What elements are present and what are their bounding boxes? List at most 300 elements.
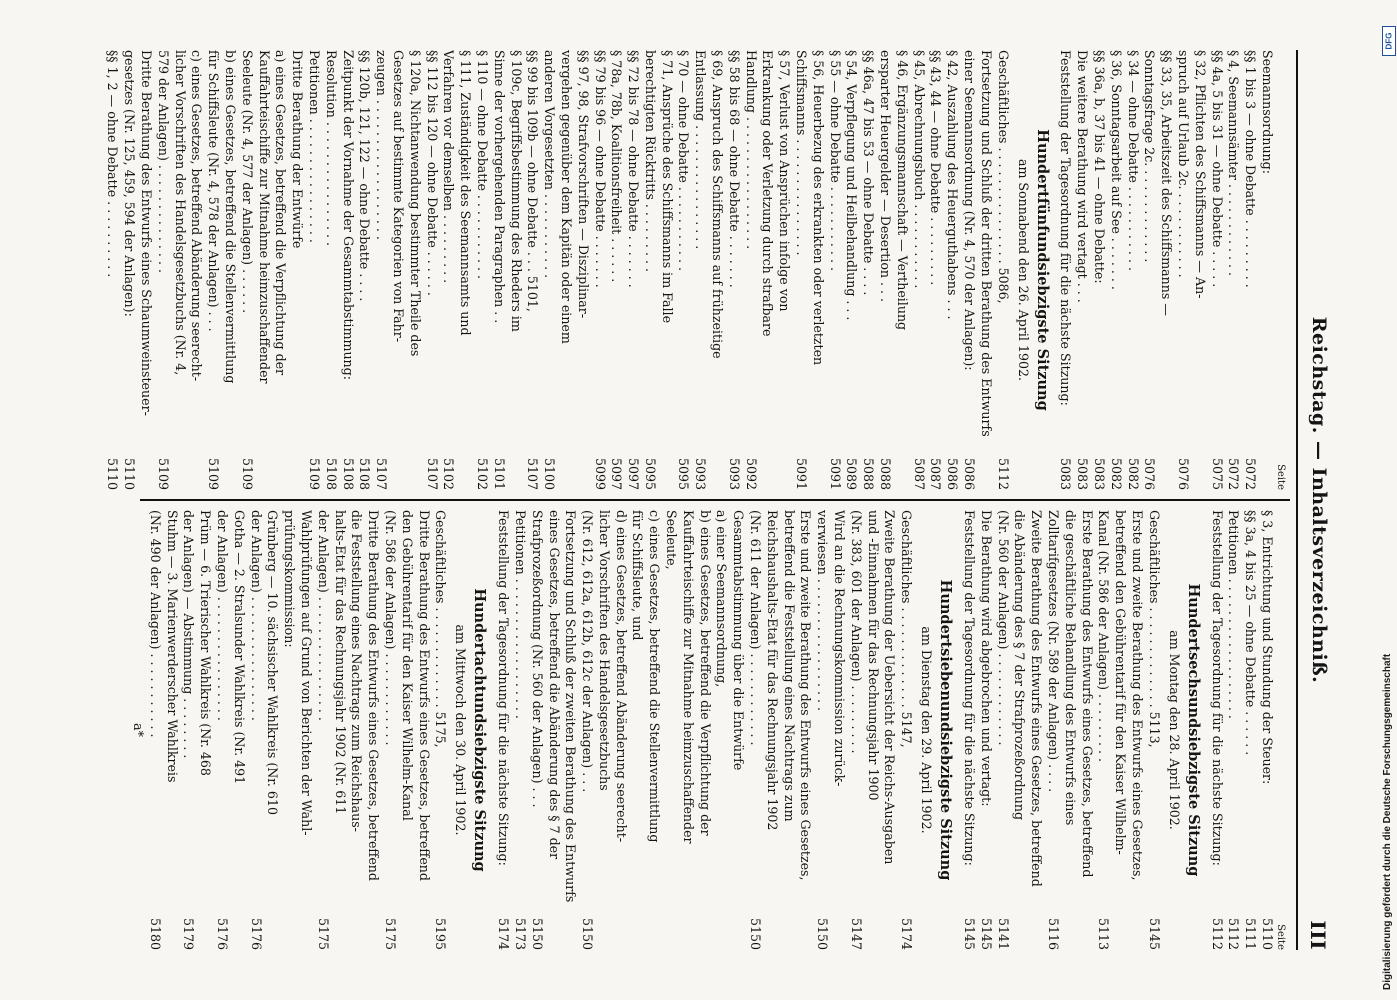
index-entry — [1124, 50, 1141, 490]
entry-text: Dritte Berathung des Entwurfs eines Schaumweinsteuer- — [139, 50, 154, 416]
entry-page-number: 5174 — [897, 915, 914, 950]
index-entry — [759, 50, 776, 490]
index-entry — [137, 50, 154, 490]
entry-text: Kanal (Nr. 586 der Anlagen) . . . . . . . . . — [1096, 510, 1112, 763]
index-entry — [843, 50, 860, 490]
index-entry — [511, 510, 528, 950]
entry-text: § 111, Zuständigkeit des Seemannsamts und — [458, 50, 474, 336]
entry-page-number: 5088 — [876, 455, 893, 490]
entry-text: § 4, Seemannsämter . . . . . . . . . . . . — [1226, 50, 1242, 277]
index-entry — [204, 50, 221, 490]
entry-page-number: 5075 — [1208, 455, 1225, 490]
index-entry — [612, 510, 629, 950]
index-entry — [196, 510, 213, 950]
dfg-logo-text: DFG — [1384, 32, 1394, 50]
entry-text: berechtigten Rücktritts . . . . . . . . . — [642, 50, 658, 272]
index-entry — [415, 510, 432, 950]
entry-text: § 34 — ohne Debatte . . . . . . . . . . . — [1125, 50, 1141, 271]
entry-text: a* — [130, 723, 146, 737]
entry-text: Prüm — 6. Trierischer Wahlkreis (Nr. 468 — [198, 510, 214, 776]
index-entry — [1241, 510, 1258, 950]
entry-text: Seeleute, — [664, 510, 680, 570]
index-entry — [494, 510, 511, 950]
index-entry — [507, 50, 524, 490]
entry-text: § 42, Auszahlung des Heuerguthabens . . . — [945, 50, 961, 320]
entry-text: Handlung . . . . . . . . . . . . . . . . . — [743, 50, 759, 250]
entry-text: § 120a, Nichtanwendung bestimmter Theile des — [407, 50, 423, 357]
entry-page-number: 5109 — [305, 455, 322, 490]
entry-text: für Schiffsleute (Nr. 4, 578 der Anlagen) . . . — [206, 50, 222, 332]
index-entry — [847, 510, 864, 950]
entry-text: Gesetzes auf bestimmte Kategorien von Fahr- — [390, 50, 406, 343]
entry-text: die Abänderung des § 7 der Strafprozeßordnung — [1012, 510, 1028, 821]
index-entry — [708, 50, 725, 490]
index-entry — [238, 50, 255, 490]
index-entry — [230, 510, 247, 950]
index-entry — [1111, 510, 1128, 950]
entry-text: Dritte Berathung des Entwurfs eines Gesetzes, betreffend — [366, 510, 382, 881]
index-entry — [910, 50, 927, 490]
entry-page-number: 5095 — [641, 455, 658, 490]
entry-page-number: 5101 — [490, 455, 507, 490]
entry-text: am Mittwoch den 30. April 1902. — [453, 624, 469, 836]
index-entry — [1011, 50, 1031, 490]
entry-text: Geschäftliches . . . . . . . . . . . . . 5113, — [1146, 510, 1162, 748]
index-entry — [255, 50, 272, 490]
entry-page-number: 5174 — [494, 915, 511, 950]
entry-text: Geschäftliches . . . . . . . . . . . . . 5175, — [433, 510, 449, 748]
entry-text: Erste und zweite Berathung des Entwurfs eines Gesetzes, — [1130, 510, 1146, 881]
entry-text: (Nr. 560 der Anlagen) . . . . . . . . . . . . — [995, 510, 1011, 746]
entry-text: betreffend den Gebührentarif für den Kaiser Wilhelm- — [1113, 510, 1129, 855]
index-entry — [389, 50, 406, 490]
entry-text: Fortsetzung und Schluß der dritten Berathung des Entwurfs — [978, 50, 994, 437]
index-entry — [364, 510, 381, 950]
entry-text: am Montag den 28. April 1902. — [1166, 630, 1182, 830]
entry-page-number: 5180 — [146, 915, 163, 950]
entry-page-number: 5147 — [847, 915, 864, 950]
entry-page-number: 5093 — [725, 455, 742, 490]
entry-page-number: 5150 — [746, 915, 763, 950]
entry-text: eines Gesetzes, betreffend die Abänderung des § 7 der — [546, 510, 562, 860]
index-entry — [792, 50, 809, 490]
entry-page-number: 5175 — [381, 915, 398, 950]
entry-text: Petitionen . . . . . . . . . . . . . . . . . . — [512, 510, 528, 719]
index-entry — [994, 50, 1011, 490]
index-entry — [545, 510, 562, 950]
entry-text: § 70 — ohne Debatte . . . . . . . . . . . — [676, 50, 692, 271]
index-entry — [1057, 50, 1074, 490]
entry-page-number: 5083 — [1057, 455, 1074, 490]
entry-text: Verfahren vor demselben . . . . . . . . . — [441, 50, 457, 284]
entry-text: Kauffahrteischiffe zur Mitnahme heimzuschaffender — [680, 510, 696, 844]
index-entry — [473, 50, 490, 490]
entry-page-number: Seite — [1275, 461, 1288, 490]
entry-page-number: 5150 — [578, 915, 595, 950]
index-entry — [440, 50, 457, 490]
entry-text: Strafprozeßordnung (Nr. 560 der Anlagen) . . . — [529, 510, 545, 808]
entry-text: §§ 120b, 121, 122 — ohne Debatte . . . . — [357, 50, 373, 302]
index-entry — [881, 510, 898, 950]
entry-text: §§ 1 bis 3 — ohne Debatte . . . . . . . . . — [1243, 50, 1259, 288]
entry-page-number: 5092 — [742, 455, 759, 490]
index-entry — [490, 50, 507, 490]
entry-page-number: 5109 — [154, 455, 171, 490]
entry-text: Die Berathung wird abgebrochen und vertagt: — [978, 510, 994, 807]
entry-text: Feststellung der Tagesordnung für die nächste Sitzung: — [1209, 510, 1225, 866]
entry-page-number: 5086 — [960, 455, 977, 490]
entry-text: §§ 1, 2 — ohne Debatte . . . . . . . . . . — [105, 50, 121, 278]
entry-page-number: 5108 — [356, 455, 373, 490]
index-entry — [1031, 50, 1053, 490]
entry-text: Hundertsiebenundsiebzigste Sitzung — [937, 579, 955, 881]
entry-text: § 110 — ohne Debatte . . . . . . . . . . . — [474, 50, 490, 279]
entry-page-number: 5150 — [813, 915, 830, 950]
entry-text: Gotha — 2. Stralsunder Wahlkreis (Nr. 491 — [231, 510, 247, 785]
index-entry — [297, 510, 314, 950]
entry-text: Erste und zweite Berathung des Entwurfs eines Gesetzes, — [798, 510, 814, 881]
entry-page-number: 5107 — [372, 455, 389, 490]
entry-text: vergehen gegenüber dem Kapitän oder einem — [558, 50, 574, 344]
index-entry — [876, 50, 893, 490]
entry-page-number: 5100 — [540, 455, 557, 490]
entry-text: Wird an die Rechnungskommission zurück- — [832, 510, 848, 787]
entry-text: c) eines Gesetzes, betreffend die Stellenvermittlung — [647, 510, 663, 843]
entry-text: Resolution . . . . . . . . . . . . . . . . — [323, 50, 339, 247]
entry-page-number: 5087 — [910, 455, 927, 490]
index-entry — [977, 510, 994, 950]
index-entry — [264, 510, 281, 950]
entry-text: Geschäftliches . . . . . . . . . . . . . . . 5086, — [995, 50, 1011, 304]
entry-text: c) eines Gesetzes, betreffend Abänderung seerecht- — [189, 50, 205, 382]
entry-page-number: 5116 — [1044, 915, 1061, 950]
index-entry — [1145, 510, 1162, 950]
index-entry — [1275, 510, 1288, 950]
entry-text: § 55 — ohne Debatte . . . . . . . . . . . — [827, 50, 843, 271]
entry-text: verwiesen . . . . . . . . . . . . . . . . . — [815, 510, 831, 711]
index-entry — [1061, 510, 1078, 950]
entry-text: Zweite Berathung des Entwurfs eines Gesetzes, betreffend — [1029, 510, 1045, 887]
entry-text: Feststellung der Tagesordnung für die nächste Sitzung: — [1058, 50, 1074, 406]
entry-text: Kauffahrteischiffe zur Mitnahme heimzuschaffender — [256, 50, 272, 384]
index-entry — [331, 510, 348, 950]
index-entry — [1095, 510, 1112, 950]
index-entry — [977, 50, 994, 490]
entry-page-number: 5176 — [247, 915, 264, 950]
entry-text: der Anlagen) . . . . . . . . . . . . . . . . — [315, 510, 331, 721]
entry-text: Petitionen . . . . . . . . . . . . . . . . — [306, 50, 322, 243]
index-entry — [797, 510, 814, 950]
index-entry — [1011, 510, 1028, 950]
entry-page-number: 5145 — [977, 915, 994, 950]
index-entry — [171, 50, 188, 490]
entry-page-number: 5072 — [1241, 455, 1258, 490]
index-entry — [692, 50, 709, 490]
entry-text: Reichshaushalts-Etat für das Rechnungsjahr 1902 — [764, 510, 780, 831]
entry-page-number: 5195 — [432, 915, 449, 950]
entry-page-number: 5112 — [1225, 915, 1242, 950]
index-entry — [646, 510, 663, 950]
index-entry — [629, 510, 646, 950]
entry-text: (Nr. 611 der Anlagen) . . . . . . . . . . . . — [748, 510, 764, 746]
index-entry — [914, 510, 934, 950]
entry-text: 579 der Anlagen) . . . . . . . . . . . . . . — [155, 50, 171, 273]
entry-page-number: 5109 — [204, 455, 221, 490]
entry-page-number: 5173 — [511, 915, 528, 950]
index-entry — [524, 50, 541, 490]
index-entry — [339, 50, 356, 490]
index-entry — [864, 510, 881, 950]
entry-text: Erkrankung oder Verletzung durch strafbare — [760, 50, 776, 337]
entry-text: spruch auf Urlaub 2c. . . . . . . . . . . . — [1176, 50, 1192, 278]
index-entry — [1078, 510, 1095, 950]
index-entry — [859, 50, 876, 490]
entry-text: §§ 46a, 47 bis 53 — ohne Debatte . . . . — [861, 50, 877, 296]
index-entry — [468, 510, 490, 950]
entry-text: licher Vorschriften des Handelsgesetzbuchs — [596, 510, 612, 791]
entry-page-number: 5145 — [960, 915, 977, 950]
entry-text: Grünberg — 10. sächsischer Wahlkreis (Nr. 610 — [265, 510, 281, 815]
entry-page-number: 5150 — [528, 915, 545, 950]
entry-text: § 45, Abrechnungsbuch . . . . . . . . . . . — [911, 50, 927, 289]
digitization-note: Digitalisierung gefördert durch die Deutsche Forschungsgemeinschaft — [1382, 653, 1393, 990]
entry-text: Hundertsechsundsiebzigste Sitzung — [1184, 583, 1202, 877]
index-entry — [897, 510, 914, 950]
entry-page-number: 5083 — [1073, 455, 1090, 490]
entry-text: anderen Vorgesetzten . . . . . . . . . . . — [542, 50, 558, 279]
entry-text: den Gebührentarif für den Kaiser Wilhelm-Kanal — [399, 510, 415, 821]
index-entry — [574, 50, 591, 490]
index-entry — [658, 50, 675, 490]
entry-text: § 69, Anspruch des Schiffsmanns auf frühzeitige — [710, 50, 726, 359]
entry-text: der Anlagen) — Abstimmung . . . . . . . . — [181, 510, 197, 759]
index-entry — [448, 510, 468, 950]
entry-text: prüfungskommission: — [282, 510, 298, 648]
index-entry — [1208, 510, 1225, 950]
index-entry — [943, 50, 960, 490]
index-entry — [540, 50, 557, 490]
index-entry — [1241, 50, 1258, 490]
index-entry — [934, 510, 956, 950]
index-entry — [432, 510, 449, 950]
entry-text: a) eines Gesetzes, betreffend die Verpflichtung der — [273, 50, 289, 376]
entry-text: halts-Etat für das Rechnungsjahr 1902 (Nr. 611 — [332, 510, 348, 815]
entry-text: für Schiffsleute, und — [630, 510, 646, 641]
index-entry — [1162, 510, 1182, 950]
entry-page-number: 5091 — [826, 455, 843, 490]
entry-text: § 78a, 78b, Koalitionsfreiheit . . . . . . — [609, 50, 625, 283]
entry-text: §§ 4a, 5 bis 31 — ohne Debatte . . . . . — [1209, 50, 1225, 288]
entry-text: b) eines Gesetzes, betreffend die Stellenvermittlung — [222, 50, 238, 384]
entry-text: Sonntagsfrage 2c. . . . . . . . . . . . . — [1142, 50, 1158, 263]
entry-page-number: 5108 — [339, 455, 356, 490]
entry-text: § 56, Heuerbezug des erkrankten oder verletzten — [810, 50, 826, 366]
entry-text: b) eines Gesetzes, betreffend die Verpflichtung der — [697, 510, 713, 836]
index-entry — [830, 510, 847, 950]
index-entry — [272, 50, 289, 490]
entry-text: (Nr. 383, 601 der Anlagen) . . . . . . . . . — [848, 510, 864, 754]
entry-page-number: 5102 — [440, 455, 457, 490]
entry-text: § 109c, Begriffsbestimmung des Rheders im — [508, 50, 524, 332]
entry-text: Dritte Berathung der Entwürfe — [290, 50, 306, 249]
entry-page-number: 5113 — [1095, 915, 1112, 950]
entry-text: Zolltarifgesetzes (Nr. 589 der Anlagen) . . . . — [1046, 510, 1062, 793]
entry-page-number: 5110 — [120, 455, 137, 490]
index-entry — [960, 510, 977, 950]
index-entry — [1225, 50, 1242, 490]
entry-page-number: Seite — [1275, 921, 1288, 950]
entry-text: Erste Berathung des Entwurfs eines Gesetzes, betreffend — [1079, 510, 1095, 878]
entry-text: Dritte Berathung des Entwurfs eines Gesetzes, betreffend — [416, 510, 432, 881]
entry-text: betreffend die Feststellung eines Nachtrags zum — [781, 510, 797, 822]
entry-text: §§ 99 bis 109b — ohne Debatte . . . 5101, — [525, 50, 541, 312]
index-entry — [608, 50, 625, 490]
index-entry — [213, 510, 230, 950]
entry-text: der Anlagen) . . . . . . . . . . . . . . . . — [214, 510, 230, 721]
index-entry — [456, 50, 473, 490]
index-entry — [591, 50, 608, 490]
entry-page-number: 5107 — [524, 455, 541, 490]
index-entry — [725, 50, 742, 490]
index-entry — [1128, 510, 1145, 950]
entry-text: §§ 36a, b, 37 bis 41 — ohne Debatte: — [1092, 50, 1108, 284]
index-entry — [372, 50, 389, 490]
entry-text: Hundertfünfundsiebzigste Sitzung — [1033, 129, 1051, 411]
index-entry — [146, 510, 163, 950]
index-entry — [809, 50, 826, 490]
entry-text: Entlassung . . . . . . . . . . . . . . . . — [693, 50, 709, 250]
index-entry — [528, 510, 545, 950]
entry-text: Petitionen . . . . . . . . . . . . . . . . . . — [1226, 510, 1242, 719]
entry-text: § 54, Verpflegung und Heilbehandlung . . . — [844, 50, 860, 321]
entry-page-number: 5083 — [1090, 455, 1107, 490]
index-entry — [280, 510, 297, 950]
entry-text: ersparter Heuergelder — Desertion . . . — [878, 50, 894, 303]
entry-text: licher Vorschriften des Handelsgesetzbuchs (Nr. 4, — [172, 50, 188, 376]
index-entry — [322, 50, 339, 490]
index-entry — [1182, 510, 1204, 950]
entry-text: Feststellung der Tagesordnung für die nächste Sitzung: — [496, 510, 512, 866]
entry-text: § 71, Ansprüche des Schiffsmanns im Falle — [659, 50, 675, 324]
page-title: Reichstag. — Inhaltsverzeichniß. — [1308, 316, 1330, 684]
index-entry — [1191, 50, 1208, 490]
entry-text: §§ 33, 35, Arbeitszeit des Schiffsmanns — — [1159, 50, 1175, 316]
entry-page-number: 5176 — [213, 915, 230, 950]
index-entry — [154, 50, 171, 490]
index-entry — [1107, 50, 1124, 490]
entry-text: §§ 97, 98, Strafvorschriften — Disziplinar- — [575, 50, 591, 319]
entry-text: zeugen . . . . . . . . . . . . . . . . . . — [374, 50, 390, 240]
index-entry — [578, 510, 595, 950]
entry-page-number: 5076 — [1174, 455, 1191, 490]
entry-text: (Nr. 612, 612a, 612b, 612c der Anlagen) . . . — [580, 510, 596, 793]
index-entry — [104, 50, 121, 490]
entry-page-number: 5175 — [314, 915, 331, 950]
index-entry — [742, 50, 759, 490]
index-entry — [423, 50, 440, 490]
entry-page-number: 5087 — [927, 455, 944, 490]
entry-text: Hundertachtundsiebzigste Sitzung — [471, 588, 489, 872]
column-divider — [140, 499, 1290, 501]
entry-text: die geschäftliche Behandlung des Entwurfs eines — [1062, 510, 1078, 826]
entry-text: Schiffsmanns . . . . . . . . . . . . . . . — [794, 50, 810, 256]
entry-text: gesetzes (Nr. 125, 459, 594 der Anlagen): — [122, 50, 138, 317]
index-entry — [188, 50, 205, 490]
entry-page-number: 5072 — [1225, 455, 1242, 490]
index-entry — [994, 510, 1011, 950]
entry-text: am Sonnabend den 26. April 1902. — [1015, 158, 1031, 382]
entry-text: die Feststellung eines Nachtrags zum Reichshaus- — [349, 510, 365, 832]
entry-text: Die weitere Berathung wird vertagt . . . — [1075, 50, 1091, 303]
entry-page-number: 5179 — [180, 915, 197, 950]
index-entry — [1225, 510, 1242, 950]
index-entry — [126, 510, 146, 950]
index-entry — [1073, 50, 1090, 490]
index-entry — [679, 510, 696, 950]
entry-text: § 57, Verlust von Ansprüchen infolge von — [777, 50, 793, 312]
entry-page-number: 5089 — [843, 455, 860, 490]
entry-text: §§ 72 bis 78 — ohne Debatte . . . . . . . — [626, 50, 642, 288]
entry-text: am Dienstag den 29. April 1902. — [919, 626, 935, 834]
entry-page-number: 5141 — [994, 915, 1011, 950]
index-entry — [746, 510, 763, 950]
entry-text: § 36, Sonntagsarbeit auf See . . . . . . . — [1108, 50, 1124, 290]
entry-page-number: 5086 — [943, 455, 960, 490]
header-rule — [1296, 50, 1298, 950]
entry-page-number: 5108 — [322, 455, 339, 490]
index-entry — [729, 510, 746, 950]
entry-text: d) eines Gesetzes, betreffend Abänderung seerecht- — [613, 510, 629, 843]
index-entry — [763, 510, 780, 950]
index-entry — [288, 50, 305, 490]
entry-text: (Nr. 586 der Anlagen) . . . . . . . . . . . . — [382, 510, 398, 746]
entry-page-number: 5082 — [1107, 455, 1124, 490]
entry-text: einer Seemannsordnung (Nr. 4, 570 der Anlagen): — [962, 50, 978, 371]
entry-text: §§ 58 bis 68 — ohne Debatte . . . . . . . — [726, 50, 742, 288]
left-column — [88, 50, 1288, 490]
index-entry — [675, 50, 692, 490]
entry-text: Zeitpunkt der Vornahme der Gesammtabstimmung: — [340, 50, 356, 380]
entry-page-number: 5095 — [675, 455, 692, 490]
index-entry — [557, 50, 574, 490]
entry-page-number: 5076 — [1141, 455, 1158, 490]
entry-text: Sinne der vorhergehenden Paragraphen . . — [491, 50, 507, 324]
entry-page-number: 5082 — [1124, 455, 1141, 490]
entry-text: Feststellung der Tagesordnung für die nächste Sitzung: — [962, 510, 978, 866]
page-number: III — [1306, 920, 1330, 950]
index-entry — [696, 510, 713, 950]
index-entry — [305, 50, 322, 490]
entry-text: (Nr. 490 der Anlagen) . . . . . . . . . . . — [147, 510, 163, 738]
entry-text: Seemannsordnung: — [1260, 50, 1275, 174]
entry-page-number: 5109 — [238, 455, 255, 490]
rotated-page — [60, 30, 1340, 970]
entry-text: und -Einnahmen für das Rechnungsjahr 1900 — [865, 510, 881, 801]
entry-text: a) einer Seemannsordnung, — [714, 510, 730, 688]
entry-page-number: 5088 — [859, 455, 876, 490]
entry-text: §§ 43, 44 — ohne Debatte . . . . . . . . . — [928, 50, 944, 286]
index-entry — [398, 510, 415, 950]
entry-text: Zweite Berathung der Uebersicht der Reichs-Ausgaben — [882, 510, 898, 865]
entry-page-number: 5112 — [1208, 915, 1225, 950]
index-entry — [595, 510, 612, 950]
entry-page-number: 5110 — [104, 455, 121, 490]
entry-text: §§ 79 bis 96 — ohne Debatte . . . . . . . — [592, 50, 608, 288]
index-entry — [406, 50, 423, 490]
index-entry — [624, 50, 641, 490]
index-entry — [1157, 50, 1174, 490]
index-entry — [641, 50, 658, 490]
